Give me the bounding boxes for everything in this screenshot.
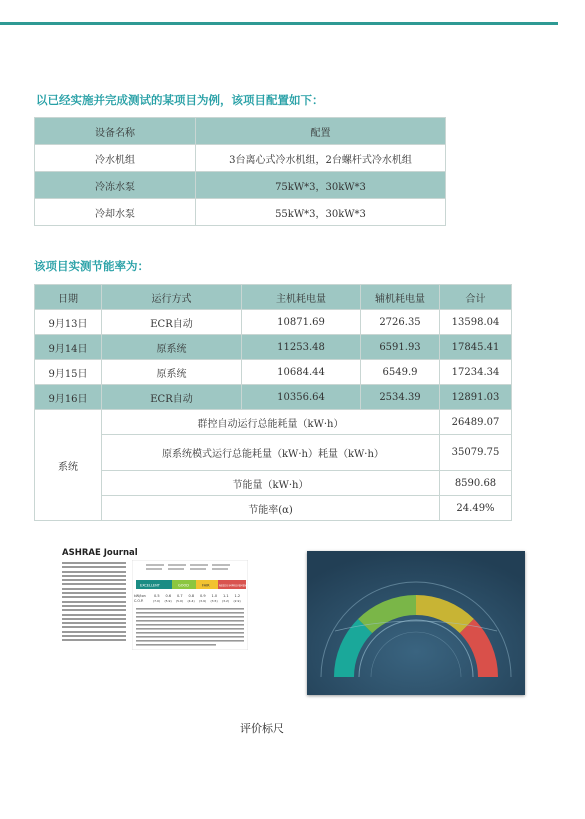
energy-cell: 2726.35 xyxy=(361,310,440,335)
config-heading: 以已经实施并完成测试的某项目为例，该项目配置如下： xyxy=(36,93,324,107)
band-label: EXCELLENT xyxy=(140,583,160,588)
scale-tick-label: 0.6 xyxy=(165,594,172,598)
scale-cop-label: (3.5) xyxy=(210,599,218,603)
table-row xyxy=(35,145,446,172)
scale-tick-label: 1.0 xyxy=(211,594,218,598)
config-cell: 冷水机组 xyxy=(35,145,196,172)
scale-tick-label: 1.1 xyxy=(223,594,229,598)
scale-cop-label: (4.4) xyxy=(187,599,195,603)
scale-tick-label: 0.5 xyxy=(154,594,160,598)
energy-header-main: 主机耗电量 xyxy=(242,285,361,310)
scale-cop-label: (7.0) xyxy=(153,599,161,603)
scale-cop-label: (3.2) xyxy=(222,599,230,603)
energy-cell: 2534.39 xyxy=(361,385,440,410)
kwton-label: kW/ton xyxy=(134,594,146,598)
scale-cop-label: (5.9) xyxy=(164,599,172,603)
energy-header-total: 合计 xyxy=(440,285,512,310)
table-row xyxy=(35,385,512,410)
summary-value: 8590.68 xyxy=(440,471,512,496)
summary-row xyxy=(35,496,512,521)
table-row xyxy=(35,360,512,385)
summary-label: 节能量（kW·h） xyxy=(102,471,440,496)
summary-label: 原系统模式运行总能耗量（kW·h）耗量（kW·h） xyxy=(102,435,440,471)
evaluation-scale-caption: 评价标尺 xyxy=(240,722,284,735)
energy-cell: 9月14日 xyxy=(35,335,102,360)
top-divider-line xyxy=(0,22,558,25)
summary-row xyxy=(35,410,512,435)
energy-table xyxy=(34,284,512,521)
energy-cell: 13598.04 xyxy=(440,310,512,335)
summary-value: 26489.07 xyxy=(440,410,512,435)
config-cell: 冷却水泵 xyxy=(35,199,196,226)
config-cell: 冷冻水泵 xyxy=(35,172,196,199)
energy-cell: 6591.93 xyxy=(361,335,440,360)
table-row xyxy=(35,310,512,335)
scale-cop-label: (2.9) xyxy=(233,599,241,603)
energy-cell: 原系统 xyxy=(102,360,242,385)
gauge-svg xyxy=(307,551,525,695)
scale-cop-label: (3.9) xyxy=(199,599,207,603)
ashrae-logo: ASHRAE Journal xyxy=(62,548,138,558)
energy-header-date: 日期 xyxy=(35,285,102,310)
summary-label: 节能率(α) xyxy=(102,496,440,521)
scale-tick-label: 1.2 xyxy=(234,594,241,598)
efficiency-gauge-image xyxy=(307,551,525,695)
energy-cell: ECR自动 xyxy=(102,385,242,410)
energy-cell: 17845.41 xyxy=(440,335,512,360)
energy-heading: 该项目实测节能率为： xyxy=(34,259,149,273)
energy-cell: 9月15日 xyxy=(35,360,102,385)
cop-label: C.O.P. xyxy=(134,599,144,603)
energy-cell: 12891.03 xyxy=(440,385,512,410)
scale-cop-label: (5.0) xyxy=(176,599,184,603)
efficiency-scale-figure xyxy=(132,560,248,650)
energy-header-aux: 辅机耗电量 xyxy=(361,285,440,310)
band-label: NEEDS IMPROVEMENT xyxy=(219,584,248,588)
summary-row xyxy=(35,435,512,471)
energy-cell: 17234.34 xyxy=(440,360,512,385)
energy-cell: 10356.64 xyxy=(242,385,361,410)
energy-cell: ECR自动 xyxy=(102,310,242,335)
journal-text-column xyxy=(62,562,126,644)
band-label: GOOD xyxy=(178,583,189,588)
config-cell: 75kW*3，30kW*3 xyxy=(196,172,446,199)
energy-table-header xyxy=(35,285,512,310)
scale-tick-label: 0.8 xyxy=(188,594,195,598)
energy-cell: 10871.69 xyxy=(242,310,361,335)
band-label: FAIR xyxy=(202,583,210,588)
config-table xyxy=(34,117,446,226)
energy-cell: 6549.9 xyxy=(361,360,440,385)
table-row xyxy=(35,172,446,199)
table-row xyxy=(35,335,512,360)
config-header-equipment: 设备名称 xyxy=(35,118,196,145)
energy-cell: 9月13日 xyxy=(35,310,102,335)
scale-tick-label: 0.7 xyxy=(177,594,183,598)
config-cell: 55kW*3，30kW*3 xyxy=(196,199,446,226)
config-table-header xyxy=(35,118,446,145)
system-label: 系统 xyxy=(35,410,102,521)
summary-row xyxy=(35,471,512,496)
table-row xyxy=(35,199,446,226)
energy-cell: 11253.48 xyxy=(242,335,361,360)
summary-label: 群控自动运行总能耗量（kW·h） xyxy=(102,410,440,435)
config-cell: 3台离心式冷水机组，2台螺杆式冷水机组 xyxy=(196,145,446,172)
energy-cell: 9月16日 xyxy=(35,385,102,410)
summary-value: 24.49% xyxy=(440,496,512,521)
summary-value: 35079.75 xyxy=(440,435,512,471)
scale-tick-label: 0.9 xyxy=(200,594,206,598)
energy-cell: 原系统 xyxy=(102,335,242,360)
config-header-config: 配置 xyxy=(196,118,446,145)
energy-cell: 10684.44 xyxy=(242,360,361,385)
energy-header-mode: 运行方式 xyxy=(102,285,242,310)
ashrae-journal-image xyxy=(62,548,248,650)
